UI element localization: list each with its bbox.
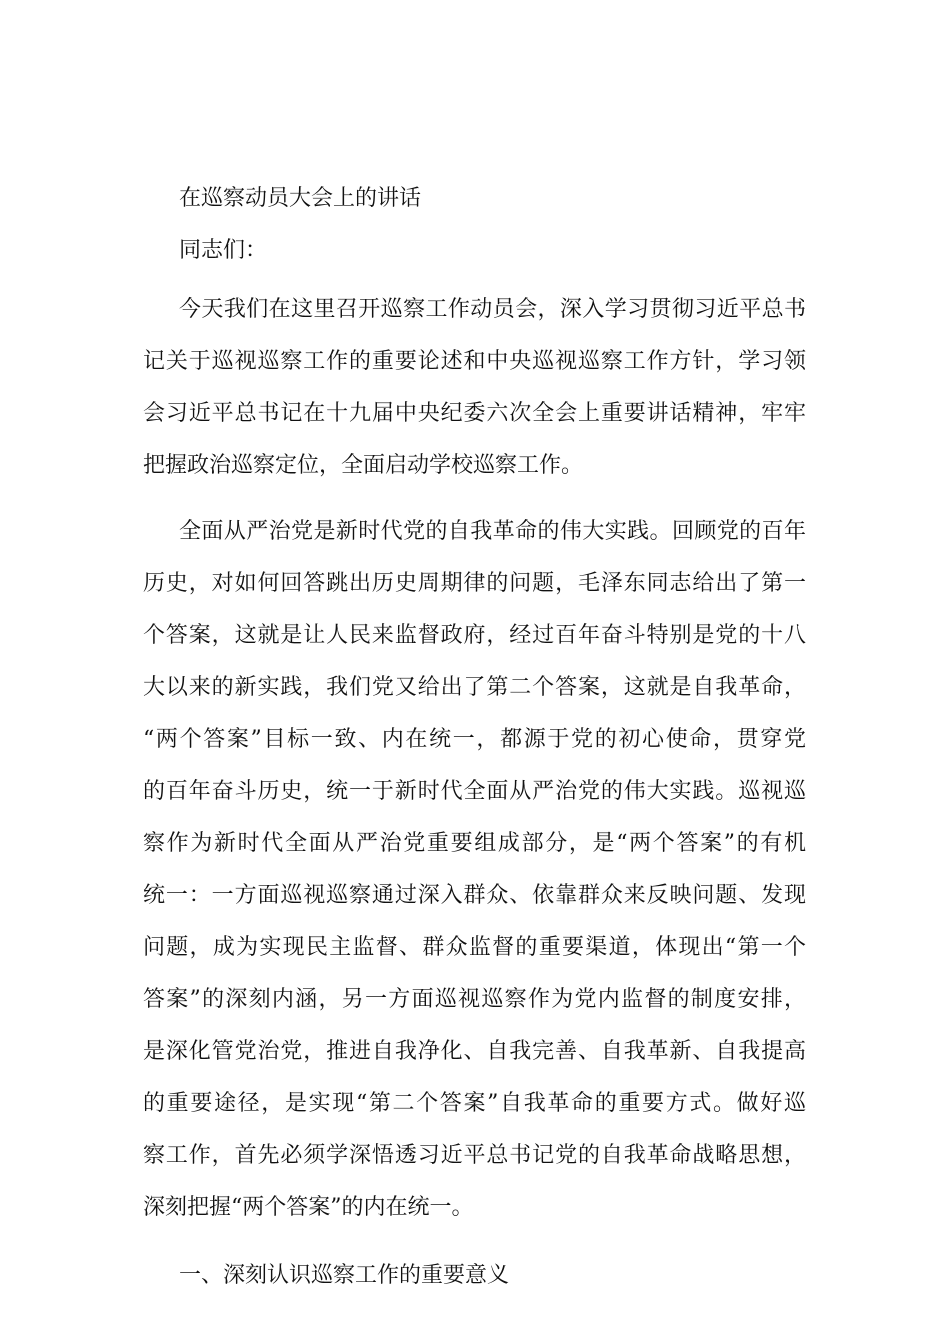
paragraph-line: 今天我们在这里召开巡察工作动员会，深入学习贯彻习近平总书 [179,297,806,322]
paragraph-line: 的百年奋斗历史，统一于新时代全面从严治党的伟大实践。巡视巡 [143,779,806,804]
paragraph-2 [143,506,806,1234]
paragraph-line: 把握政治巡察定位，全面启动学校巡察工作。 [143,453,584,478]
paragraph-line: 察作为新时代全面从严治党重要组成部分，是“两个答案”的有机 [143,831,806,856]
paragraph-line: 问题，成为实现民主监督、群众监督的重要渠道，体现出“第一个 [143,935,806,960]
paragraph-line: 是深化管党治党，推进自我净化、自我完善、自我革新、自我提高 [143,1039,806,1064]
paragraph-line: 察工作，首先必须学深悟透习近平总书记党的自我革命战略思想， [143,1143,806,1168]
salutation: 同志们： [179,238,268,263]
document-title: 在巡察动员大会上的讲话 [179,186,422,211]
paragraph-line: 大以来的新实践，我们党又给出了第二个答案，这就是自我革命， [143,675,806,700]
document-page [143,180,806,1302]
paragraph-line: “两个答案”目标一致、内在统一，都源于党的初心使命，贯穿党 [143,727,806,752]
paragraph-line: 答案”的深刻内涵，另一方面巡视巡察作为党内监督的制度安排， [143,987,806,1012]
section-heading: 一、深刻认识巡察工作的重要意义 [179,1263,510,1288]
paragraph-line: 的重要途径，是实现“第二个答案”自我革命的重要方式。做好巡 [143,1091,806,1116]
paragraph-line: 个答案，这就是让人民来监督政府，经过百年奋斗特别是党的十八 [143,623,806,648]
paragraph-1 [143,284,806,492]
paragraph-line: 会习近平总书记在十九届中央纪委六次全会上重要讲话精神，牢牢 [143,401,806,426]
paragraph-line: 全面从严治党是新时代党的自我革命的伟大实践。回顾党的百年 [179,519,806,544]
paragraph-line: 记关于巡视巡察工作的重要论述和中央巡视巡察工作方针，学习领 [143,349,806,374]
paragraph-line: 深刻把握“两个答案”的内在统一。 [143,1195,474,1220]
paragraph-line: 统一：一方面巡视巡察通过深入群众、依靠群众来反映问题、发现 [143,883,806,908]
paragraph-line: 历史，对如何回答跳出历史周期律的问题，毛泽东同志给出了第一 [143,571,806,596]
